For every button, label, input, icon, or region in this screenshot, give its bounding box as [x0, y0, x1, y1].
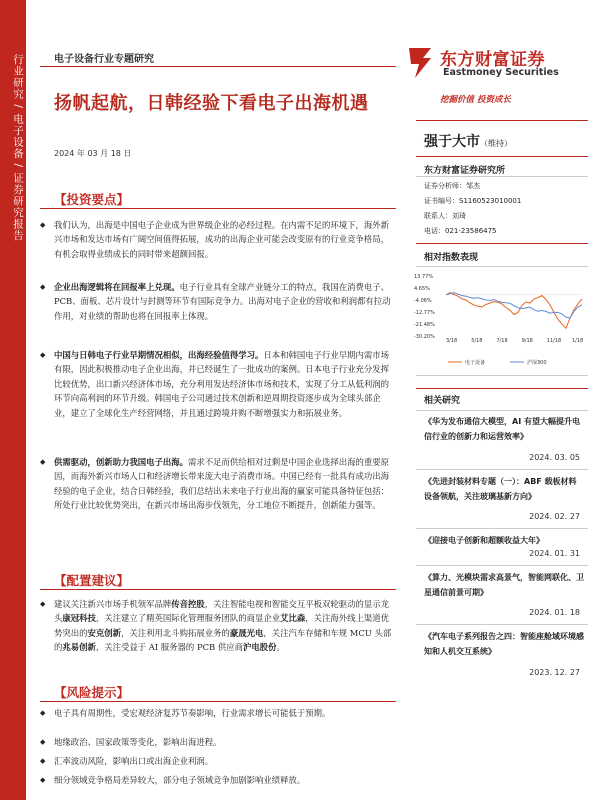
risks-heading: 【风险提示】 — [54, 685, 130, 700]
sidebar-category: 行业研究 / 电子设备 / 证券研究报告 — [12, 54, 24, 242]
x-tick-label: 7/18 — [496, 338, 508, 344]
chart-thin-rule — [416, 266, 588, 267]
highlighted-company: 豪晟光电 — [229, 627, 264, 638]
highlight-item: ◆ 企业出海逻辑将在回报率上兑现。电子行业具有全球产业链分工的特点，我国在消费电子、PCB、面板、芯片设计与封测等环节有国际竞争力。出海对电子企业的营收和利润都有拉动作用，对业绩的帮助也将在回报率上体现。 — [40, 282, 391, 321]
bullet-diamond-icon: ◆ — [40, 283, 46, 291]
slogan: 挖掘价值 投资成长 — [440, 95, 511, 105]
logo-cn-text: 东方财富证券 — [440, 50, 545, 70]
research-item-title[interactable]: 《先进封装材料专题（一）：ABF 载板材料设备领航，关注玻璃基新方向》 — [424, 477, 577, 501]
page-title: 扬帆起航，日韩经验下看电子出海机遇 — [54, 93, 369, 114]
research-item-date: 2024. 03. 05 — [529, 453, 580, 462]
bullet-diamond-icon: ◆ — [40, 600, 46, 608]
contact: 联系人：刘琦 — [424, 212, 466, 220]
chart-heading: 相对指数表现 — [424, 253, 479, 263]
highlighted-company: 康冠科技 — [62, 613, 96, 624]
research-heading: 相关研究 — [424, 396, 461, 406]
bullet-diamond-icon: ◆ — [40, 351, 46, 359]
config-text-segment: 建议关注新兴市场手机领军品牌 — [54, 599, 172, 609]
y-tick-label: -4.06% — [414, 298, 432, 304]
config-heading: 【配置建议】 — [54, 573, 130, 588]
highlights-rule — [40, 208, 396, 209]
report-date: 2024 年 03 月 18 日 — [54, 149, 132, 158]
rating-value: 强于大市 — [424, 134, 480, 150]
x-tick-label: 3/18 — [446, 338, 458, 344]
institute-thin-rule — [416, 176, 588, 177]
config-text-segment: ，关注汽车存储和车规 MCU 头部的 — [54, 627, 392, 653]
research-thin-rule — [416, 410, 588, 411]
highlight-item: ◆ 我们认为，出海是中国电子企业成为世界级企业的必经过程。在内需不足的环境下，海外新兴市场和发达市场有广阔空间值得拓展，成功的出海企业可能会改变原有的行业竞争格局，有机会取得业绩成长的同时带来超额回报。 — [40, 220, 389, 259]
phone: 电话：021-23586475 — [424, 227, 497, 235]
x-tick-label: 9/18 — [521, 338, 533, 344]
research-item-date: 2024. 02. 27 — [529, 512, 580, 521]
risk-item: ◆ 汇率波动风险，影响出口或出海企业利润。 — [54, 754, 392, 768]
config-text-segment: ，关注海外线上渠道优势突出的 — [54, 613, 389, 638]
risks-rule — [40, 701, 396, 702]
research-item-title[interactable]: 《华为发布通信大模型，AI 有望大幅提升电信行业的创新力和运营效率》 — [424, 417, 580, 441]
rating-note: （维持） — [480, 139, 512, 148]
highlighted-company: 兆易创新 — [62, 642, 96, 653]
bullet-diamond-icon: ◆ — [40, 458, 46, 466]
risk-item: ◆ 地缘政治、国家政策等变化，影响出海进程。 — [54, 735, 392, 749]
research-item-date: 2024. 01. 18 — [529, 608, 580, 617]
y-tick-label: -12.77% — [414, 310, 435, 316]
x-tick-label: 11/18 — [546, 338, 562, 344]
config-text-segment: ，关注利用北斗购拓展业务的 — [121, 627, 230, 638]
highlight-item: ◆ 中国与日韩电子行业早期情况相似，出海经验值得学习。日本和韩国电子行业早期内需市场有限，因此积极推动电子企业出海，并已经诞生了一批成功的案例。日本电子行业充分发挥比较优势，出口新兴经济体市场，充分利用发达经济体市场和技术，实现了分工从低利润的环节向高利润的环节升级。韩国电子公司通过技术创新和逆周期投资逐步成为全球头部企业，建立了全球化生产经营网络，并且通过跨境并购不断增强实力和拓展业务。 — [40, 350, 389, 418]
x-tick-label: 1/18 — [572, 338, 584, 344]
series-line — [446, 293, 582, 329]
legend-label: 沪深300 — [527, 360, 547, 366]
report-type-label: 电子设备行业专题研究 — [54, 54, 154, 65]
bullet-diamond-icon: ◆ — [40, 776, 46, 784]
research-item-title[interactable]: 《汽车电子系列报告之四：智能座舱域环境感知和人机交互系统》 — [424, 632, 584, 656]
research-item-title[interactable]: 《迎接电子创新和超额收益大年》 — [424, 536, 544, 545]
config-text-segment: ，关注智能电视和智能交互平板双轮驱动的显示龙头 — [54, 599, 389, 624]
brand-logo — [405, 40, 590, 88]
research-divider — [416, 469, 588, 470]
institute-rule — [416, 156, 588, 157]
y-tick-label: -21.48% — [414, 322, 435, 328]
header-divider — [40, 66, 396, 67]
research-rule — [416, 388, 588, 389]
highlighted-company: 艾比森 — [280, 613, 306, 624]
institute-name: 东方财富证券研究所 — [424, 166, 506, 176]
highlighted-company: 安克创新 — [87, 627, 121, 638]
bullet-diamond-icon: ◆ — [40, 738, 46, 746]
research-item-date: 2024. 01. 31 — [529, 549, 580, 558]
logo-mark-icon — [405, 44, 435, 80]
x-tick-label: 5/18 — [471, 338, 483, 344]
y-tick-label: 13.77% — [414, 274, 434, 280]
highlight-item: ◆ 供需驱动，创新助力我国电子出海。需求不足而供给相对过剩是中国企业选择出海的重要原因，而海外新兴市场人口和经济增长带来庞大电子消费市场。中国已经有一批具有成功出海经验的电子企业，结合日韩经验，我们总结出未来电子行业出海的赢家可能具备特征包括：所处行业比较优势突出，在新兴市场出海步伐领先，分工地位不断提升，创新能力强等。 — [40, 457, 389, 511]
rating — [424, 131, 512, 151]
legend-label: 电子设备 — [465, 360, 486, 366]
analyst: 证券分析师：邹杰 — [424, 182, 480, 190]
chart-rule — [416, 243, 588, 244]
cert-number: 证书编号：S1160523010001 — [424, 197, 522, 205]
research-divider — [416, 565, 588, 566]
research-item-title[interactable]: 《算力、光模块需求高景气，智能网联化、卫星通信前景可期》 — [424, 573, 584, 597]
research-item-date: 2023. 12. 27 — [529, 668, 580, 677]
config-text-segment: ，关注建立了精英国际化管理服务团队的商显企业 — [95, 613, 281, 624]
logo-en-text: Eastmoney Securities — [443, 67, 559, 78]
config-text — [40, 597, 392, 655]
risk-item: ◆ 细分领域竞争格局差异较大，部分电子领域竞争加剧影响业绩释放。 — [54, 773, 392, 787]
config-text-segment: ，关注受益于 AI 服务器的 PCB 供应商 — [95, 642, 243, 653]
bullet-diamond-icon: ◆ — [40, 221, 46, 229]
y-tick-label: 4.65% — [414, 286, 430, 292]
bullet-diamond-icon: ◆ — [40, 709, 46, 717]
rating-top-rule — [416, 120, 588, 121]
config-text-segment: 。 — [276, 642, 285, 653]
relative-index-chart — [412, 270, 588, 370]
highlighted-company: 沪电股份 — [242, 642, 277, 653]
config-rule — [40, 589, 396, 590]
highlights-heading: 【投资要点】 — [54, 192, 130, 207]
highlighted-company: 传音控股 — [171, 599, 205, 609]
risk-item: ◆ 电子具有周期性，受宏观经济复苏节奏影响，行业需求增长可能低于预期。 — [54, 706, 392, 720]
chart-bottom-rule — [416, 375, 588, 376]
research-divider — [416, 624, 588, 625]
research-divider — [416, 528, 588, 529]
y-tick-label: -30.20% — [414, 334, 435, 340]
bullet-diamond-icon: ◆ — [40, 757, 46, 765]
